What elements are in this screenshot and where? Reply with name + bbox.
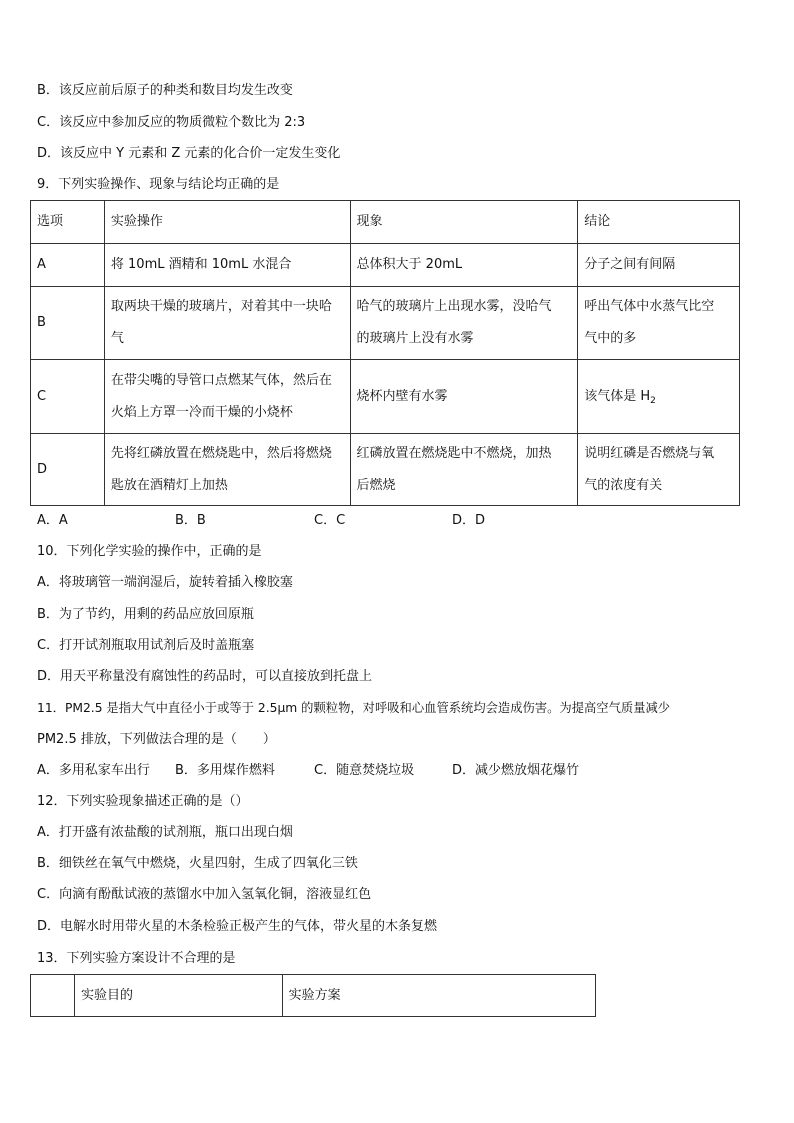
q10-option-d: D．用天平称量没有腐蚀性的药品时，可以直接放到托盘上 [37,669,373,684]
q11-stem-line1: 11．PM2.5 是指大气中直径小于或等于 2.5μm 的颗粒物，对呼吸和心血管系统均会造成伤害。为提高空气质量减少 [37,701,671,715]
table-row [31,434,740,506]
row-b-phenomenon: 哈气的玻璃片上出现水雾，没哈气 的玻璃片上没有水雾 [350,287,578,360]
row-a-phenomenon: 总体积大于 20mL [350,244,578,287]
q12-stem: 12．下列实验现象描述正确的是（） [37,794,249,809]
row-a-option: A [31,244,105,287]
q13-stem: 13．下列实验方案设计不合理的是 [37,951,236,966]
row-d-operation: 先将红磷放置在燃烧匙中，然后将燃烧 匙放在酒精灯上加热 [104,434,350,506]
table-row [31,360,740,434]
q11-choice-b: B．多用煤作燃料 [175,763,275,778]
q11-choice-a: A．多用私家车出行 [37,763,150,778]
q12-option-d: D．电解水时用带火星的木条检验正极产生的气体，带火星的木条复燃 [37,919,438,934]
q10-option-a: A．将玻璃管一端润湿后，旋转着插入橡胶塞 [37,575,293,590]
q8-option-b: B．该反应前后原子的种类和数目均发生改变 [37,83,293,98]
row-c-phenomenon: 烧杯内壁有水雾 [350,360,578,434]
q9-choice-c: C．C [314,513,346,528]
q9-stem: 9．下列实验操作、现象与结论均正确的是 [37,177,280,192]
header-plan: 实验方案 [282,975,595,1017]
table-row [31,244,740,287]
table-header-row [31,201,740,244]
q10-option-c: C．打开试剂瓶取用试剂后及时盖瓶塞 [37,638,255,653]
q9-choice-b: B．B [175,513,206,528]
header-operation: 实验操作 [104,201,350,244]
q10-stem: 10．下列化学实验的操作中，正确的是 [37,544,262,559]
q11-choice-d: D．减少燃放烟花爆竹 [452,763,580,778]
header-conclusion: 结论 [578,201,740,244]
q11-stem-line2: PM2.5 排放，下列做法合理的是（ ） [37,732,276,747]
row-c-conclusion: 该气体是 $H_2$ [578,360,740,434]
row-a-conclusion: 分子之间有间隔 [578,244,740,287]
q12-option-b: B．细铁丝在氧气中燃烧，火星四射，生成了四氧化三铁 [37,856,358,871]
q10-option-b: B．为了节约，用剩的药品应放回原瓶 [37,607,254,622]
q8-option-c: C．该反应中参加反应的物质微粒个数比为 2:3 [37,115,306,130]
table-header-row [31,975,596,1017]
q11-choice-c: C．随意焚烧垃圾 [314,763,415,778]
q9-table [30,200,740,506]
row-b-option: B [31,287,105,360]
q9-choice-a: A．A [37,513,68,528]
row-d-conclusion: 说明红磷是否燃烧与氧 气的浓度有关 [578,434,740,506]
row-d-phenomenon: 红磷放置在燃烧匙中不燃烧，加热 后燃烧 [350,434,578,506]
q12-option-a: A．打开盛有浓盐酸的试剂瓶，瓶口出现白烟 [37,825,293,840]
header-phenomenon: 现象 [350,201,578,244]
q9-choices [37,512,557,530]
table-row [31,287,740,360]
row-a-operation: 将 10mL 酒精和 10mL 水混合 [104,244,350,287]
header-option: 选项 [31,201,105,244]
q8-option-d: D．该反应中 Y 元素和 Z 元素的化合价一定发生变化 [37,146,341,161]
header-purpose: 实验目的 [74,975,282,1017]
row-c-operation: 在带尖嘴的导管口点燃某气体，然后在 火焰上方罩一冷而干燥的小烧杯 [104,360,350,434]
row-b-operation: 取两块干燥的玻璃片，对着其中一块哈 气 [104,287,350,360]
q11-choices [37,762,637,780]
q9-choice-d: D．D [452,513,486,528]
row-b-conclusion: 呼出气体中水蒸气比空 气中的多 [578,287,740,360]
header-blank [31,975,75,1017]
q12-option-c: C．向滴有酚酞试液的蒸馏水中加入氢氧化铜，溶液显红色 [37,887,372,902]
row-c-option: C [31,360,105,434]
q13-table [30,974,596,1017]
row-d-option: D [31,434,105,506]
